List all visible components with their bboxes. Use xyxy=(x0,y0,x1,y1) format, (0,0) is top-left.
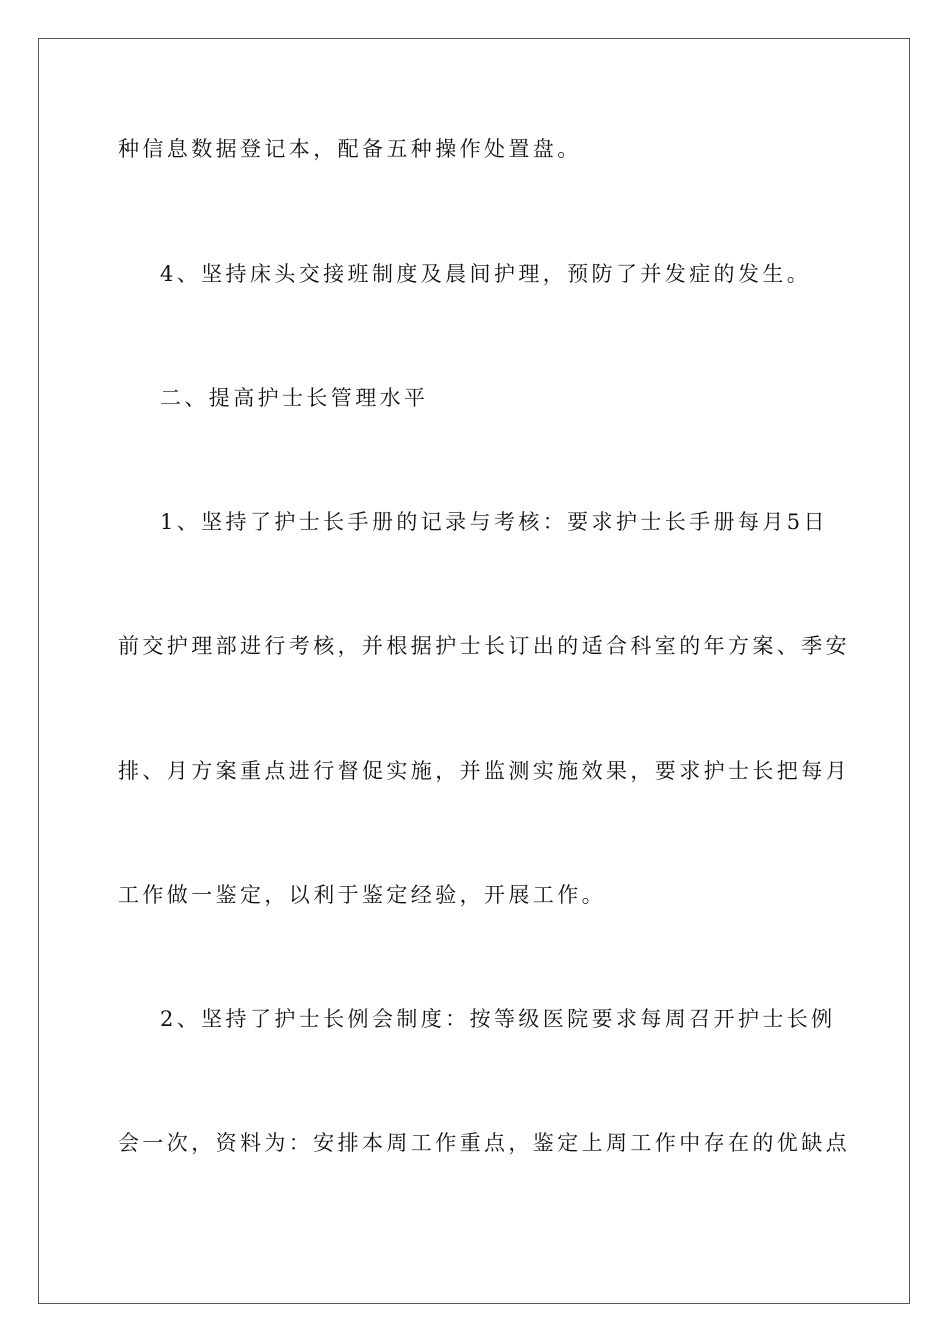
section-heading: 二、提高护士长管理水平 xyxy=(160,386,429,410)
paragraph-line: 1、坚持了护士长手册的记录与考核：要求护士长手册每月5日 xyxy=(160,510,828,534)
paragraph-line: 种信息数据登记本，配备五种操作处置盘。 xyxy=(118,137,582,161)
paragraph-line: 会一次，资料为：安排本周工作重点，鉴定上周工作中存在的优缺点 xyxy=(118,1131,850,1155)
paragraph-line: 前交护理部进行考核，并根据护士长订出的适合科室的年方案、季安 xyxy=(118,634,850,658)
paragraph-line: 工作做一鉴定，以利于鉴定经验，开展工作。 xyxy=(118,883,606,907)
page-border xyxy=(38,38,910,1304)
paragraph-line: 4、坚持床头交接班制度及晨间护理，预防了并发症的发生。 xyxy=(160,262,812,286)
paragraph-line: 排、月方案重点进行督促实施，并监测实施效果，要求护士长把每月 xyxy=(118,759,850,783)
paragraph-line: 2、坚持了护士长例会制度：按等级医院要求每周召开护士长例 xyxy=(160,1007,836,1031)
